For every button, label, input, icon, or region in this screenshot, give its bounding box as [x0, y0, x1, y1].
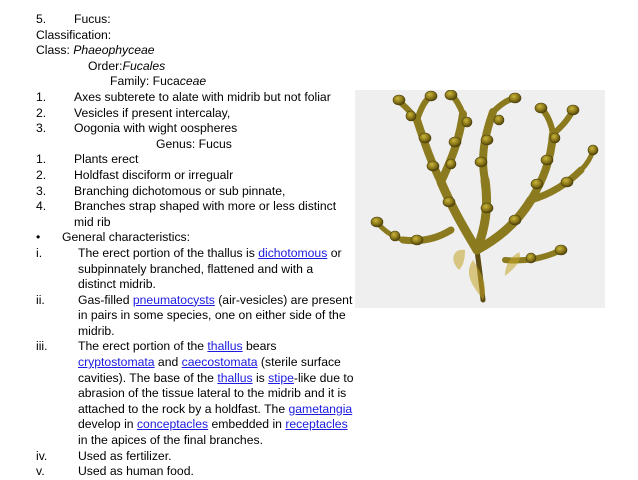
family-trait: [36, 121, 354, 137]
characteristic-text: Used as fertilizer.: [78, 448, 172, 463]
link-stipe[interactable]: stipe: [268, 370, 294, 385]
characteristic-iii: [36, 339, 354, 448]
family-line: [36, 74, 354, 90]
genus-line: Genus: Fucus: [156, 136, 232, 151]
genus-trait: [36, 168, 354, 184]
characteristic-number: i.: [36, 245, 43, 260]
genus-trait-number: 4.: [36, 199, 47, 214]
link-conceptacles[interactable]: conceptacles: [136, 417, 209, 432]
genus-trait-number: 3.: [36, 183, 47, 198]
text-run: or subpinnately branched, flattened and with a distinct midrib.: [78, 245, 342, 292]
genus-trait: [36, 152, 354, 168]
family-trait-number: 3.: [36, 121, 47, 136]
order-value: Fucales: [122, 58, 166, 73]
genus-trait-number: 1.: [36, 152, 47, 167]
genus-trait-number: 2.: [36, 167, 47, 182]
characteristic-text: [78, 293, 354, 340]
family-trait: [36, 106, 354, 122]
characteristic-number: v.: [36, 464, 45, 479]
characteristic-iv: [36, 449, 354, 465]
order-label: Order:: [88, 58, 123, 73]
genus-trait-text: Plants erect: [74, 152, 139, 167]
characteristic-text: Used as human food.: [78, 464, 194, 479]
text-run: The erect portion of the thallus is: [78, 245, 259, 260]
text-run: bears: [242, 339, 277, 354]
genus-trait: [36, 199, 354, 230]
heading: [36, 12, 354, 28]
classification-label: Classification:: [36, 27, 112, 42]
characteristic-number: iii.: [36, 339, 48, 354]
link-thallus[interactable]: thallus: [207, 339, 243, 354]
characteristic-text: [78, 246, 354, 293]
text-column: [36, 12, 354, 480]
link-pneumatocysts[interactable]: pneumatocysts: [132, 292, 215, 307]
family-trait-text: Oogonia with wight oospheres: [74, 121, 238, 136]
class-line: [36, 43, 354, 59]
genus-trait-text: Branches strap shaped with more or less distinct mid rib: [74, 199, 337, 229]
text-run: The erect portion of the: [78, 339, 208, 354]
characteristic-number: iv.: [36, 448, 48, 463]
characteristic-ii: [36, 293, 354, 340]
family-trait-text: Vesicles if present intercalay,: [74, 105, 231, 120]
general-characteristics-heading: [36, 230, 354, 246]
family-value: ceae: [179, 74, 207, 89]
genus-trait-text: Branching dichotomous or sub pinnate,: [74, 183, 286, 198]
bullet: •: [36, 230, 41, 245]
family-trait-text: Axes subterete to alate with midrib but not foliar: [74, 89, 331, 104]
characteristic-text: [78, 339, 354, 448]
characteristic-v: [36, 464, 354, 480]
text-run: (sterile surface cavities). The base of the: [78, 355, 341, 385]
class-value: Phaeophyceae: [73, 43, 155, 58]
text-run: is: [252, 370, 269, 385]
text-run: develop in: [78, 417, 137, 432]
link-thallus-2[interactable]: thallus: [217, 370, 253, 385]
characteristic-number: ii.: [36, 292, 45, 307]
heading-number: 5.: [36, 12, 47, 26]
text-run: Gas-filled: [78, 292, 133, 307]
genus-trait: [36, 184, 354, 200]
general-title: General characteristics:: [62, 230, 191, 245]
family-trait-number: 1.: [36, 89, 47, 104]
order-line: [36, 59, 354, 75]
fucus-seaweed-photo: [355, 90, 605, 308]
link-caecostomata[interactable]: caecostomata: [181, 355, 258, 370]
text-run: (air-vesicles) are present in pairs in some species, one on either side of the midrib.: [78, 292, 353, 338]
text-run: in the apices of the final branches.: [78, 433, 263, 448]
heading-title: Fucus:: [74, 12, 111, 26]
link-gametangia[interactable]: gametangia: [288, 401, 353, 416]
family-label: Family: Fuca: [110, 74, 180, 89]
link-cryptostomata[interactable]: cryptostomata: [78, 355, 155, 370]
text-run: -like due to abrasion of the tissue lateral to the midrib and it is attached to the rock by a holdfast. The: [78, 370, 354, 416]
family-trait: [36, 90, 354, 106]
text-run: embedded in: [208, 417, 286, 432]
link-receptacles[interactable]: receptacles: [285, 417, 348, 432]
family-trait-number: 2.: [36, 105, 47, 120]
text-run: and: [154, 355, 182, 370]
seaweed-illustration: [355, 90, 605, 308]
characteristic-i: [36, 246, 354, 293]
class-label: Class:: [36, 43, 74, 58]
genus-trait-text: Holdfast disciform or irregualr: [74, 167, 234, 182]
link-dichotomous[interactable]: dichotomous: [258, 245, 328, 260]
